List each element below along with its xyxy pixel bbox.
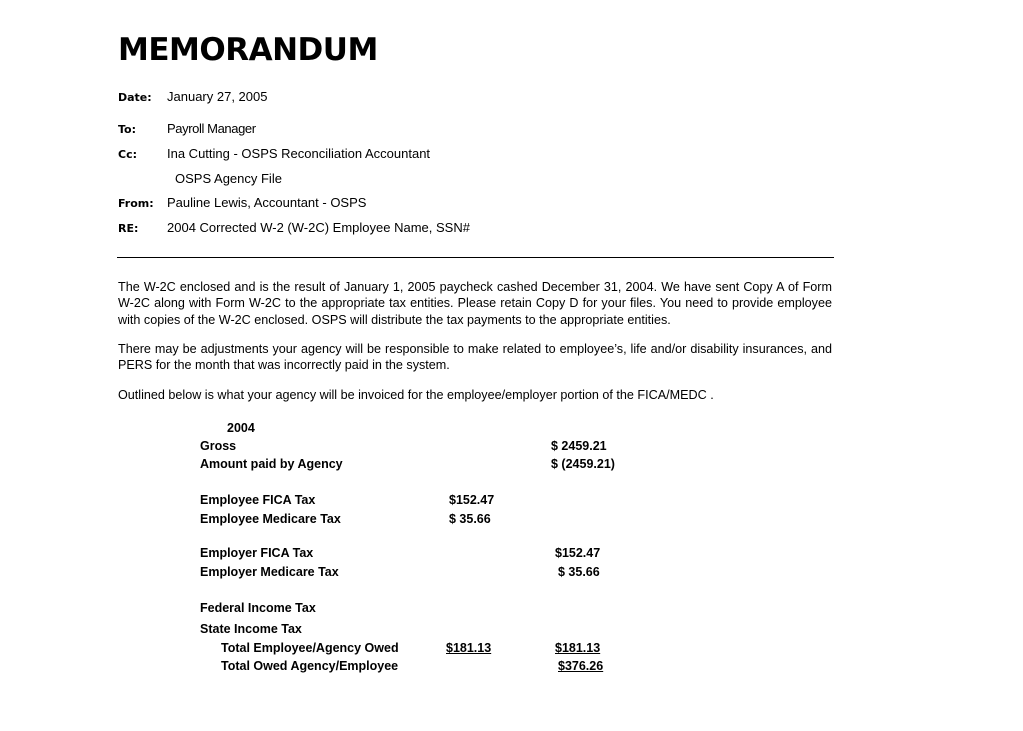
employer-medicare-value: $ 35.66	[558, 565, 600, 579]
cc-label: Cc:	[118, 148, 137, 161]
body-paragraph-3: Outlined below is what your agency will be invoiced for the employee/employer portion of the FICA/MEDC .	[118, 388, 714, 402]
body-paragraph-2: There may be adjustments your agency will be responsible to make related to employee’s, life and/or disability insurances, and PERS for the month that was incorrectly paid in the system.	[118, 342, 832, 373]
amount-paid-label: Amount paid by Agency	[200, 457, 343, 471]
total-owed-employee-value: $181.13	[446, 641, 492, 655]
employer-medicare-label: Employer Medicare Tax	[200, 565, 339, 579]
from-label: From:	[118, 197, 154, 210]
total-owed-label: Total Employee/Agency Owed	[221, 641, 399, 655]
total-agency-label: Total Owed Agency/Employee	[221, 659, 399, 673]
federal-income-tax-label: Federal Income Tax	[200, 601, 316, 615]
amount-paid-value: $ (2459.21)	[551, 457, 615, 471]
to-value: Payroll Manager	[167, 121, 256, 136]
cc-value-secondary: OSPS Agency File	[175, 171, 282, 186]
date-value: January 27, 2005	[167, 89, 268, 104]
header-divider	[117, 257, 834, 258]
table-year: 2004	[227, 421, 255, 435]
employer-fica-value: $152.47	[555, 546, 601, 560]
gross-label: Gross	[200, 439, 237, 453]
cc-value-primary: Ina Cutting - OSPS Reconciliation Accountant	[167, 146, 431, 161]
from-value: Pauline Lewis, Accountant - OSPS	[167, 195, 367, 210]
employer-fica-label: Employer FICA Tax	[200, 546, 314, 560]
employee-fica-label: Employee FICA Tax	[200, 493, 316, 507]
total-agency-value: $376.26	[558, 659, 604, 673]
re-value: 2004 Corrected W-2 (W-2C) Employee Name, SSN#	[167, 220, 470, 235]
re-label: RE:	[118, 222, 139, 235]
total-owed-employer-value: $181.13	[555, 641, 601, 655]
to-label: To:	[118, 123, 136, 136]
gross-value: $ 2459.21	[551, 439, 607, 453]
memo-title: MEMORANDUM	[118, 32, 378, 68]
date-label: Date:	[118, 91, 152, 104]
employee-medicare-value: $ 35.66	[449, 512, 491, 526]
employee-medicare-label: Employee Medicare Tax	[200, 512, 341, 526]
body-paragraph-1: The W-2C enclosed and is the result of January 1, 2005 paycheck cashed December 31, 2004. We have sent Copy A of Form W-2C along with Form W-2C to the appropriate tax entities. Please retain Copy D for your files. You need to provide employee with copies of the W-2C enclosed. OSPS will distribute the tax payments to the appropriate entities.	[118, 280, 832, 327]
employee-fica-value: $152.47	[449, 493, 495, 507]
state-income-tax-label: State Income Tax	[200, 622, 302, 636]
